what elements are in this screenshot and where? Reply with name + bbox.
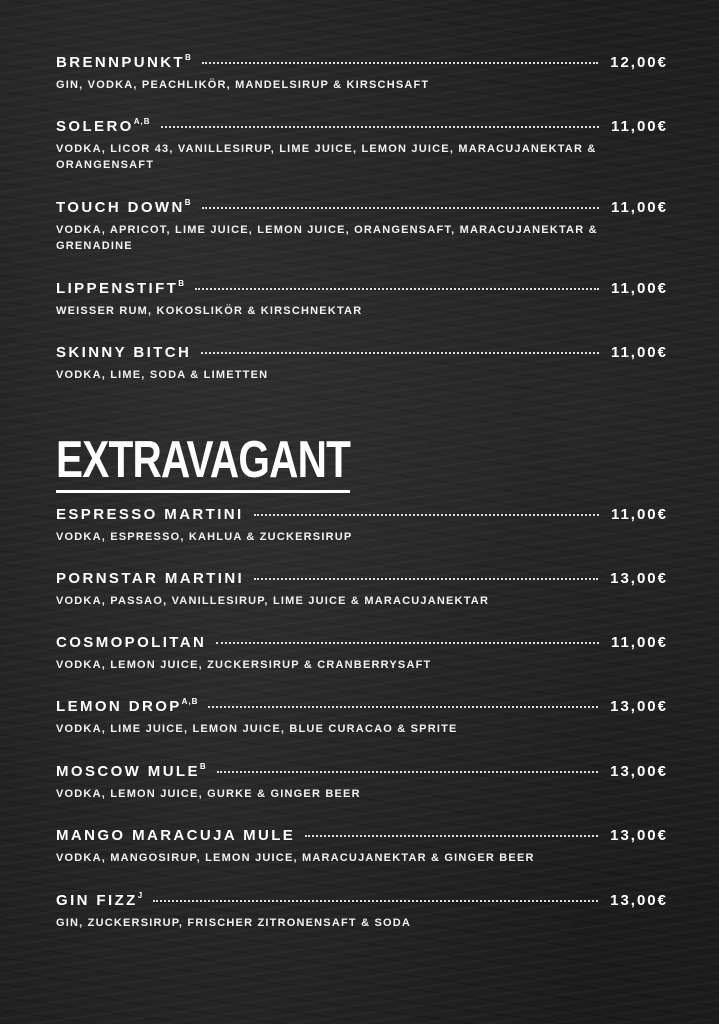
item-name: MOSCOW $MULE^B$ (56, 762, 207, 780)
item-description: VODKA, ESPRESSO, KAHLUA & ZUCKERSIRUP (56, 531, 353, 543)
item-description: VODKA, LEMON JUICE, GURKE & GINGER BEER (56, 788, 361, 800)
item-price: 13,00€ (610, 763, 668, 780)
menu-item (56, 344, 668, 383)
menu-item (56, 506, 668, 545)
item-description: VODKA, LICOR 43, VANILLESIRUP, LIME JUICE, LEMON JUICE, MARACUJANEKTAR & ORANGENSAFT (56, 143, 597, 171)
item-price: 11,00€ (610, 506, 668, 523)
menu-item (56, 54, 668, 93)
menu-item (56, 570, 668, 609)
dot-leader (202, 207, 599, 209)
menu-item (56, 763, 668, 802)
item-description: VODKA, MANGOSIRUP, LEMON JUICE, MARACUJANEKTAR & GINGER BEER (56, 852, 535, 864)
item-description: VODKA, LEMON JUICE, ZUCKERSIRUP & CRANBERRYSAFT (56, 659, 432, 671)
dot-leader (195, 288, 599, 290)
menu-item (56, 280, 668, 319)
dot-leader (208, 706, 598, 708)
item-price: 11,00€ (610, 634, 668, 651)
dot-leader (217, 771, 598, 773)
section-heading: EXTRAVAGANT (56, 432, 350, 493)
item-name: GIN $FIZZ^J$ (56, 891, 144, 909)
dot-leader (305, 835, 598, 837)
dot-leader (201, 352, 599, 354)
menu-item (56, 698, 668, 737)
item-description: VODKA, LIME, SODA & LIMETTEN (56, 369, 269, 381)
dot-leader (202, 62, 598, 64)
menu-item (56, 827, 668, 866)
item-name: $LIPPENSTIFT^B$ (56, 279, 186, 297)
item-description: VODKA, LIME JUICE, LEMON JUICE, BLUE CURACAO & SPRITE (56, 723, 458, 735)
dot-leader (161, 126, 599, 128)
item-price: 11,00€ (610, 199, 668, 216)
item-price: 11,00€ (610, 118, 668, 135)
item-name: TOUCH $DOWN^B$ (56, 198, 192, 216)
item-price: 13,00€ (610, 698, 668, 715)
item-price: 12,00€ (610, 54, 668, 71)
item-price: 11,00€ (610, 280, 668, 297)
item-name: ESPRESSO MARTINI (56, 506, 244, 523)
item-description: WEISSER RUM, KOKOSLIKÖR & KIRSCHNEKTAR (56, 305, 363, 317)
menu-item (56, 199, 668, 254)
item-description: GIN, ZUCKERSIRUP, FRISCHER ZITRONENSAFT & SODA (56, 917, 412, 929)
item-price: 13,00€ (610, 570, 668, 587)
dot-leader (216, 642, 599, 644)
item-name: $BRENNPUNKT^B$ (56, 53, 192, 71)
item-name: SKINNY BITCH (56, 344, 192, 361)
item-description: VODKA, APRICOT, LIME JUICE, LEMON JUICE, ORANGENSAFT, MARACUJANEKTAR & GRENADINE (56, 224, 598, 252)
item-name: $SOLERO^{A,B}$ (56, 117, 151, 135)
item-price: 13,00€ (610, 892, 668, 909)
menu-item (56, 634, 668, 673)
item-name: MANGO MARACUJA MULE (56, 827, 296, 844)
dot-leader (254, 578, 598, 580)
menu-item (56, 118, 668, 173)
item-price: 13,00€ (610, 827, 668, 844)
item-name: PORNSTAR MARTINI (56, 570, 245, 587)
item-name: LEMON $DROP^{A,B}$ (56, 697, 199, 715)
item-description: VODKA, PASSAO, VANILLESIRUP, LIME JUICE & MARACUJANEKTAR (56, 595, 490, 607)
dot-leader (153, 900, 598, 902)
menu-item (56, 892, 668, 931)
item-description: GIN, VODKA, PEACHLIKÖR, MANDELSIRUP & KIRSCHSAFT (56, 79, 430, 91)
dot-leader (254, 514, 599, 516)
item-price: 11,00€ (610, 344, 668, 361)
item-name: COSMOPOLITAN (56, 634, 207, 651)
